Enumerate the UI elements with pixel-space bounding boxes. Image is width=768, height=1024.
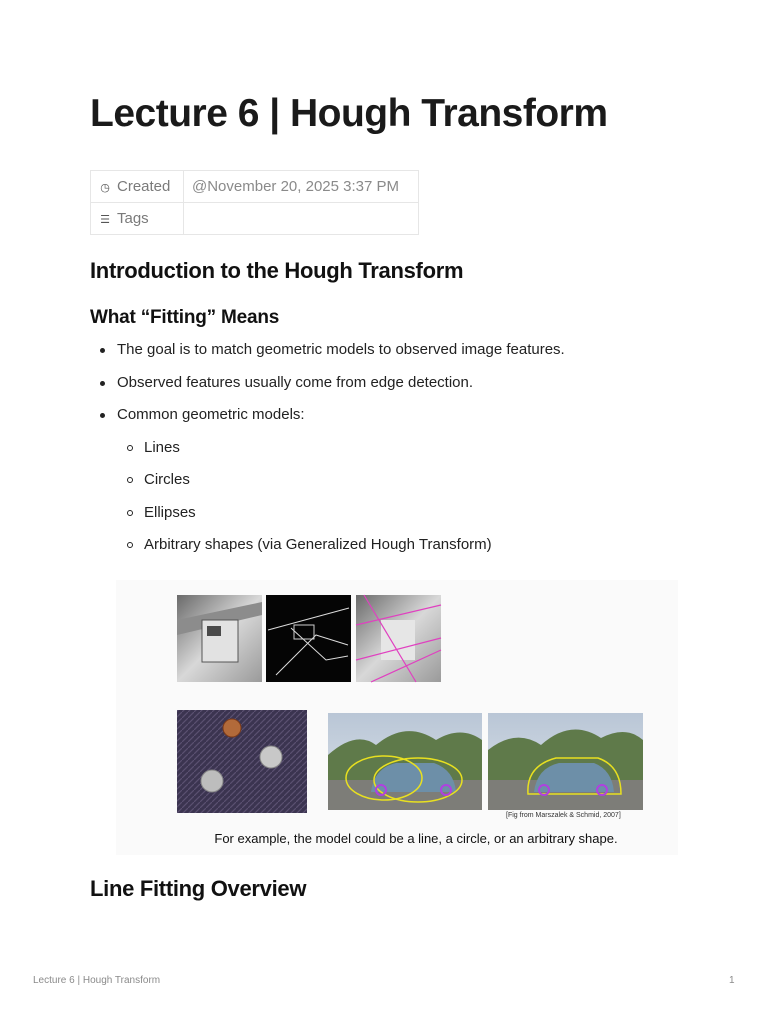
list-item: The goal is to match geometric models to observed image features.: [90, 338, 690, 371]
sub-list-item: Ellipses: [90, 501, 690, 534]
property-row-tags: [91, 203, 419, 235]
figure-credit: [Fig from Marszalek & Schmid, 2007]: [506, 812, 621, 819]
subheading-fitting: What “Fitting” Means: [90, 307, 280, 328]
properties-table: [90, 170, 419, 235]
line-detection-image: [356, 595, 441, 682]
figure-caption: For example, the model could be a line, a circle, or an arbitrary shape.: [214, 831, 618, 846]
list-icon: ☰: [100, 214, 110, 226]
section-heading-intro: Introduction to the Hough Transform: [90, 258, 464, 283]
footer-doc-title: Lecture 6 | Hough Transform: [33, 975, 161, 986]
car-scene-image-2: [488, 713, 643, 810]
coins-image: [177, 710, 307, 813]
property-label: Tags: [117, 210, 149, 227]
sub-list-item: Circles: [90, 468, 690, 501]
sub-list-item: Lines: [90, 436, 690, 469]
edge-map-image: [266, 595, 351, 682]
clock-icon: ◷: [100, 182, 110, 194]
section-heading-line-fitting: Line Fitting Overview: [90, 876, 307, 901]
figure: [116, 580, 678, 855]
list-item: Observed features usually come from edge detection.: [90, 371, 690, 404]
property-value-created[interactable]: @November 20, 2025 3:37 PM: [184, 171, 419, 203]
bullet-list: [90, 338, 690, 566]
property-row-created: [91, 171, 419, 203]
list-item: Common geometric models:: [90, 403, 690, 436]
machine-photo: [177, 595, 262, 682]
car-scene-image-1: [328, 713, 482, 810]
property-value-tags[interactable]: [184, 203, 419, 235]
page-title: Lecture 6 | Hough Transform: [90, 92, 608, 135]
property-label: Created: [117, 178, 171, 195]
footer-page-number: 1: [729, 975, 735, 986]
sub-list-item: Arbitrary shapes (via Generalized Hough Transform): [90, 533, 690, 566]
